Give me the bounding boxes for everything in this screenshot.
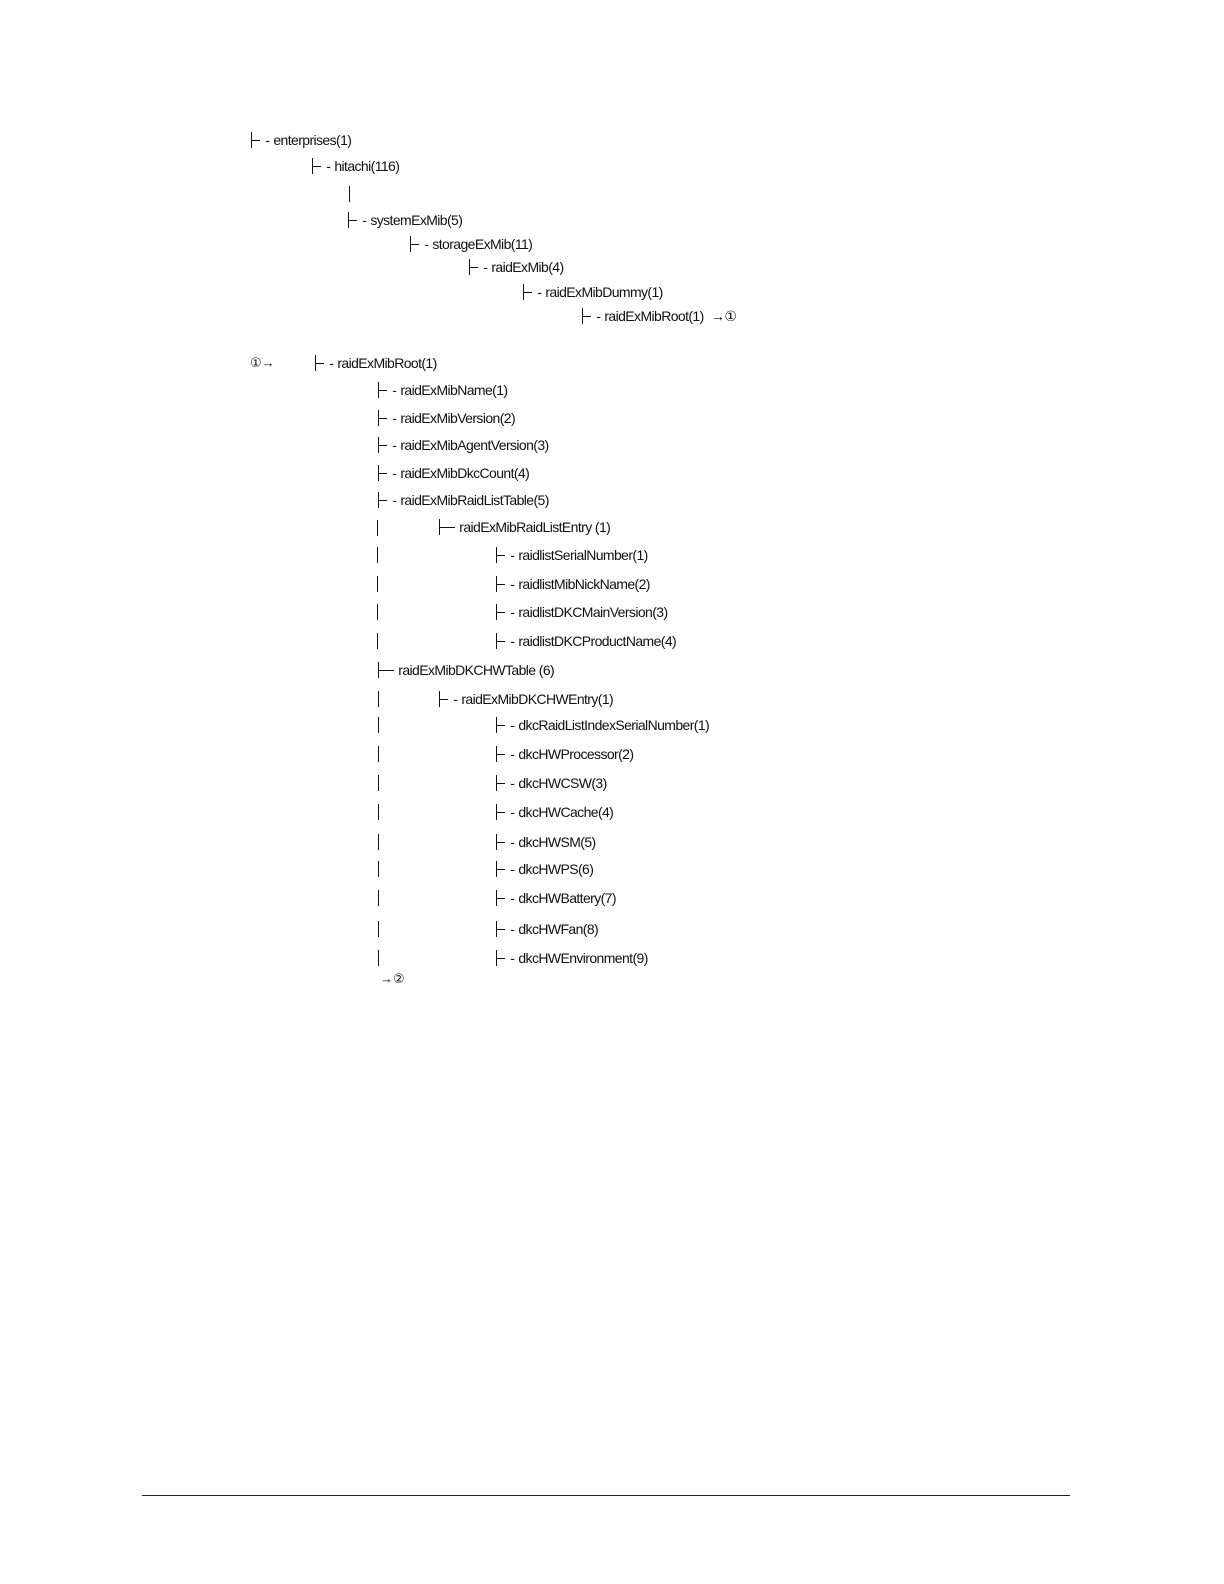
tree-dash: - [507, 950, 515, 966]
tree-dash: - [507, 775, 515, 791]
tree-connector [495, 746, 507, 762]
tree-vertical-line [378, 691, 379, 707]
tree-node-label: systemExMib(5) [370, 212, 463, 228]
tree-node-label: raidExMibRaidListEntry (1) [459, 519, 611, 535]
tree-node-label: raidExMibDkcCount(4) [400, 465, 530, 481]
tree-node [409, 236, 532, 252]
tree-dash: - [389, 492, 397, 508]
tree-vertical-line [378, 775, 379, 791]
tree-node-label: dkcHWProcessor(2) [518, 746, 634, 762]
tree-node [377, 437, 549, 453]
tree-node-label: raidlistSerialNumber(1) [518, 547, 648, 563]
tree-vertical-line [378, 717, 379, 733]
tree-dash: - [389, 382, 397, 398]
tree-node-label: dkcHWFan(8) [518, 921, 599, 937]
tree-vertical-line [378, 834, 379, 850]
tree-node [495, 775, 607, 791]
tree-node [495, 890, 616, 906]
tree-node-label: raidExMibRoot(1) [337, 355, 437, 371]
tree-node [377, 492, 549, 508]
tree-connector [438, 691, 450, 707]
tree-node [438, 691, 613, 707]
tree-connector [347, 212, 359, 228]
tree-node-label: dkcHWCache(4) [518, 804, 614, 820]
tree-node-label: raidExMibRoot(1) [604, 308, 704, 324]
tree-vertical-line [378, 861, 379, 877]
reference-marker: ①→ [250, 355, 275, 370]
tree-dash: - [507, 890, 515, 906]
tree-node-label: enterprises(1) [273, 132, 352, 148]
tree-node-label: raidExMibDummy(1) [545, 284, 663, 300]
tree-node [468, 259, 564, 275]
tree-dash: - [507, 576, 515, 592]
tree-connector [495, 633, 507, 649]
tree-dash: - [450, 691, 458, 707]
tree-connector [377, 492, 389, 508]
tree-node-label: dkcHWPS(6) [518, 861, 594, 877]
tree-node-label: raidExMibDKCHWTable (6) [398, 662, 555, 678]
tree-node-label: dkcHWCSW(3) [518, 775, 607, 791]
tree-connector [495, 604, 507, 620]
tree-dash: - [507, 804, 515, 820]
tree-node-label: raidExMibAgentVersion(3) [400, 437, 549, 453]
tree-dash: - [593, 308, 601, 324]
tree-node-label: raidlistMibNickName(2) [518, 576, 650, 592]
reference-marker: →① [707, 308, 737, 324]
tree-node-label: raidExMibRaidListTable(5) [400, 492, 549, 508]
tree-dash: - [421, 236, 429, 252]
tree-connector [495, 921, 507, 937]
tree-dash: - [507, 717, 515, 733]
tree-vertical-line [378, 890, 379, 906]
tree-dash: - [323, 158, 331, 174]
tree-connector [495, 576, 507, 592]
tree-node [495, 633, 676, 649]
tree-node-label: raidlistDKCProductName(4) [518, 633, 677, 649]
tree-node [581, 308, 736, 324]
tree-dash: - [389, 437, 397, 453]
tree-dash: - [389, 465, 397, 481]
tree-connector [377, 410, 389, 426]
tree-dash: - [480, 259, 488, 275]
tree-connector [377, 465, 389, 481]
tree-node-label: raidExMibName(1) [400, 382, 508, 398]
tree-node [495, 576, 650, 592]
tree-connector [495, 861, 507, 877]
tree-node-label: dkcHWSM(5) [518, 834, 596, 850]
tree-connector [314, 355, 326, 371]
tree-node-label: raidExMib(4) [491, 259, 564, 275]
tree-vertical-line [349, 186, 350, 202]
tree-node [522, 284, 663, 300]
tree-node [495, 604, 668, 620]
tree-vertical-line [377, 520, 378, 536]
tree-node [377, 410, 515, 426]
tree-node [495, 861, 593, 877]
tree-dash: - [262, 132, 270, 148]
tree-node-label: raidlistDKCMainVersion(3) [518, 604, 668, 620]
tree-vertical-line [378, 746, 379, 762]
tree-node-label: dkcHWBattery(7) [518, 890, 616, 906]
tree-vertical-line [377, 576, 378, 592]
tree-vertical-line [378, 950, 379, 966]
tree-dash: - [507, 834, 515, 850]
tree-connector [409, 236, 421, 252]
tree-node-label: raidExMibVersion(2) [400, 410, 516, 426]
tree-dash: - [507, 633, 515, 649]
tree-vertical-line [377, 604, 378, 620]
tree-vertical-line [377, 633, 378, 649]
tree-connector [377, 382, 389, 398]
tree-node [495, 804, 613, 820]
tree-vertical-line [378, 804, 379, 820]
tree-connector [495, 775, 507, 791]
tree-node [495, 834, 596, 850]
tree-dash: - [534, 284, 542, 300]
tree-dash: - [326, 355, 334, 371]
tree-node [347, 212, 462, 228]
tree-connector [495, 950, 507, 966]
tree-node [377, 382, 507, 398]
tree-node [495, 746, 633, 762]
tree-dash: - [507, 921, 515, 937]
tree-node [377, 662, 554, 678]
tree-dash: - [359, 212, 367, 228]
tree-node-label: storageExMib(11) [432, 236, 533, 252]
tree-node [438, 519, 610, 535]
tree-dash: - [507, 861, 515, 877]
tree-connector [438, 519, 456, 535]
tree-node [314, 355, 437, 371]
tree-connector [250, 132, 262, 148]
tree-dash: - [507, 547, 515, 563]
tree-node-label: dkcRaidListIndexSerialNumber(1) [518, 717, 710, 733]
tree-dash: - [507, 746, 515, 762]
tree-connector [311, 158, 323, 174]
tree-connector [495, 717, 507, 733]
tree-connector [377, 437, 389, 453]
tree-node [495, 950, 648, 966]
tree-node [250, 132, 351, 148]
continuation-marker: →② [380, 971, 405, 986]
tree-connector [495, 547, 507, 563]
tree-vertical-line [378, 921, 379, 937]
tree-dash: - [507, 604, 515, 620]
tree-node [495, 921, 598, 937]
tree-node [311, 158, 399, 174]
tree-node-label: hitachi(116) [334, 158, 400, 174]
tree-connector [468, 259, 480, 275]
tree-connector [495, 834, 507, 850]
tree-node [377, 465, 529, 481]
tree-node [495, 547, 648, 563]
tree-connector [495, 890, 507, 906]
tree-connector [522, 284, 534, 300]
tree-connector [581, 308, 593, 324]
footer-rule [142, 1495, 1070, 1496]
tree-dash: - [389, 410, 397, 426]
tree-connector [377, 662, 395, 678]
tree-node [495, 717, 709, 733]
tree-connector [495, 804, 507, 820]
tree-node-label: dkcHWEnvironment(9) [518, 950, 648, 966]
tree-node-label: raidExMibDKCHWEntry(1) [461, 691, 614, 707]
tree-vertical-line [377, 547, 378, 563]
